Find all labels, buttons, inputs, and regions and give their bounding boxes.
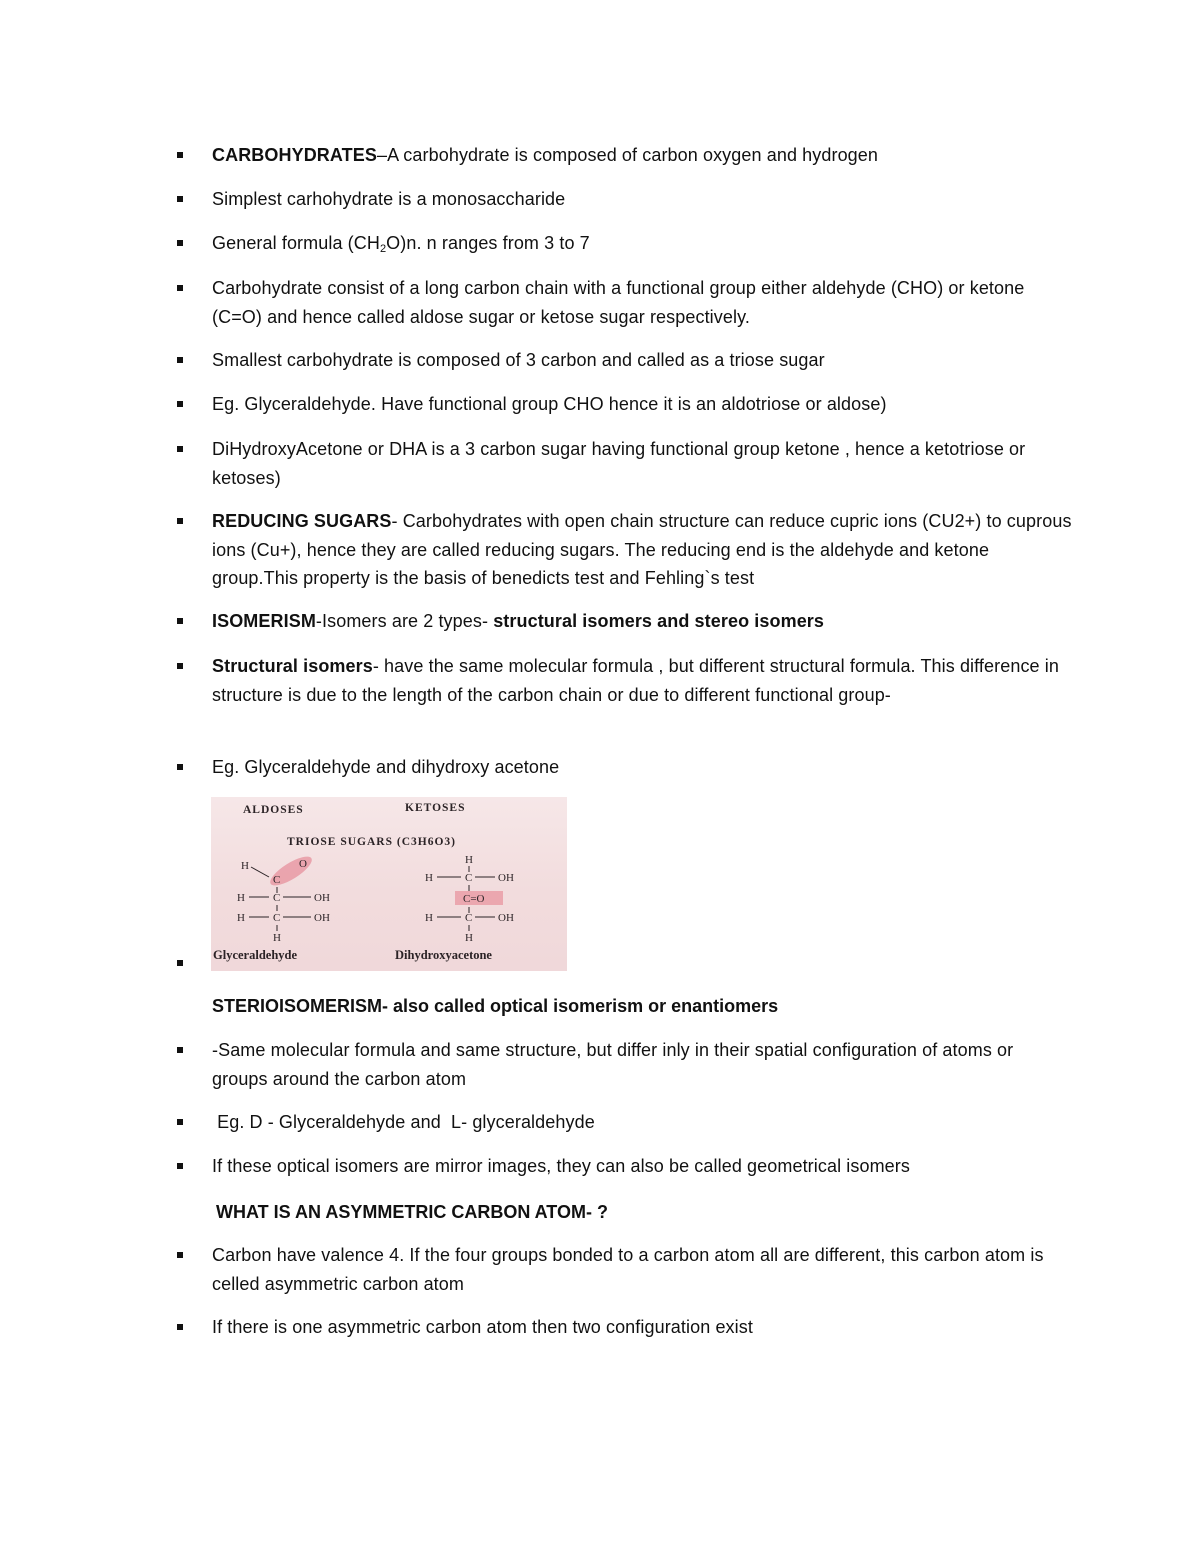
list-item-same-formula	[212, 1036, 1072, 1093]
item-text: Carbon have valence 4. If the four groups bonded to a carbon atom all are different, this carbon atom is celled asymmetric carbon atom	[212, 1245, 1044, 1294]
list-item-smallest	[212, 346, 1072, 375]
item-text: Carbohydrate consist of a long carbon chain with a functional group either aldehyde (CHO) or ketone (C=O) and hence called aldose sugar or ketose sugar respectively.	[212, 278, 1025, 327]
atom-o: O	[299, 858, 307, 870]
ketoses-header: KETOSES	[405, 802, 466, 814]
bullet-marker	[177, 663, 183, 669]
item-text: Smallest carbohydrate is composed of 3 carbon and called as a triose sugar	[212, 350, 825, 370]
list-item-valence	[212, 1241, 1072, 1298]
list-item-two-configurations	[212, 1313, 1072, 1342]
list-item-simplest	[212, 185, 1072, 214]
heading-sterioisomerism: STERIOISOMERISM- also called optical isomerism or enantiomers	[212, 996, 779, 1016]
list-item-dha	[212, 435, 1072, 492]
bullet-marker	[177, 518, 183, 524]
bullet-marker	[177, 1324, 183, 1330]
bullet-marker	[177, 401, 183, 407]
item-text: Eg. Glyceraldehyde. Have functional group CHO hence it is an aldotriose or aldose)	[212, 394, 887, 414]
item-text: -Same molecular formula and same structure, but differ inly in their spatial configuration of atoms or groups around the carbon atom	[212, 1040, 1014, 1089]
item-text: Eg. Glyceraldehyde and dihydroxy acetone	[212, 757, 560, 777]
item-text: - have the same molecular formula , but different structural formula. This difference in structure is due to the length of the carbon chain or due to different functional group-	[212, 656, 1059, 705]
item-text: DiHydroxyAcetone or DHA is a 3 carbon sugar having functional group ketone , hence a ketotriose or ketoses)	[212, 439, 1026, 488]
bullet-marker	[177, 618, 183, 624]
formula-post: O)n. n ranges from 3 to 7	[386, 233, 590, 253]
atom-h: H	[237, 912, 245, 924]
ketone-group: C=O	[463, 893, 485, 905]
atom-h: H	[425, 912, 433, 924]
atom-h: H	[425, 872, 433, 884]
atom-h: H	[237, 892, 245, 904]
bullet-marker	[177, 960, 183, 966]
bullet-marker	[177, 357, 183, 363]
list-item-example-isomers	[212, 753, 1072, 782]
triose-structures-svg	[211, 797, 567, 971]
atom-c: C	[273, 892, 281, 904]
bullet-marker	[177, 764, 183, 770]
group-oh: OH	[498, 912, 514, 924]
group-oh: OH	[314, 892, 330, 904]
item-text: Eg. D - Glyceraldehyde and L- glyceraldehyde	[212, 1112, 595, 1132]
formula-pre: General formula (CH	[212, 233, 380, 253]
item-text: –A carbohydrate is composed of carbon oxygen and hydrogen	[376, 145, 879, 165]
atom-c: C	[273, 912, 281, 924]
aldoses-header: ALDOSES	[243, 804, 304, 816]
atom-c: C	[465, 912, 473, 924]
dihydroxyacetone-structure	[425, 854, 514, 944]
list-item-carbon-chain	[212, 274, 1072, 331]
atom-h: H	[465, 932, 473, 944]
term-isomerism: ISOMERISM	[212, 611, 316, 631]
bullet-marker	[177, 1047, 183, 1053]
group-oh: OH	[498, 872, 514, 884]
atom-h: H	[465, 854, 473, 866]
list-item-carbohydrates	[212, 141, 1072, 170]
triose-caption: TRIOSE SUGARS (C3H6O3)	[287, 836, 456, 848]
item-text: Simplest carhohydrate is a monosaccharide	[212, 189, 566, 209]
item-text: If there is one asymmetric carbon atom then two configuration exist	[212, 1317, 753, 1337]
atom-c: C	[465, 872, 473, 884]
bullet-marker	[177, 446, 183, 452]
list-item-glyceraldehyde	[212, 390, 1072, 419]
term-reducing-sugars: REDUCING SUGARS	[212, 511, 392, 531]
list-item-reducing-sugars	[212, 507, 1072, 593]
glyceraldehyde-structure	[237, 851, 330, 944]
atom-h: H	[241, 860, 249, 872]
list-item-mirror-images	[212, 1152, 1072, 1181]
bullet-marker	[177, 1252, 183, 1258]
item-text: -Isomers are 2 types-	[315, 611, 494, 631]
list-item-general-formula	[212, 229, 1072, 258]
bullet-marker	[177, 240, 183, 246]
dihydroxyacetone-label: Dihydroxyacetone	[395, 948, 492, 962]
bullet-marker	[177, 196, 183, 202]
term-carbohydrates: CARBOHYDRATES	[212, 145, 377, 165]
formula-subscript: 2	[379, 243, 387, 255]
bullet-marker	[177, 1163, 183, 1169]
bullet-marker	[177, 285, 183, 291]
bullet-marker	[177, 1119, 183, 1125]
term-isomer-types: structural isomers and stereo isomers	[493, 611, 825, 631]
item-text: If these optical isomers are mirror images, they can also be called geometrical isomers	[212, 1156, 910, 1176]
glyceraldehyde-label: Glyceraldehyde	[213, 948, 298, 962]
group-oh: OH	[314, 912, 330, 924]
item-text: - Carbohydrates with open chain structure can reduce cupric ions (CU2+) to cuprous ions (Cu+), hence they are called reducing sugars. The reducing end is the aldehyde and ketone group.This property is the basis of benedicts test and Fehling`s test	[212, 511, 1072, 588]
term-structural-isomers: Structural isomers	[212, 656, 373, 676]
list-item-structural-isomers	[212, 652, 1072, 709]
bullet-marker	[177, 152, 183, 158]
atom-c: C	[273, 874, 281, 886]
heading-asymmetric-carbon: WHAT IS AN ASYMMETRIC CARBON ATOM- ?	[216, 1202, 608, 1222]
triose-structures-image	[211, 797, 567, 971]
list-item-isomerism	[212, 607, 1072, 636]
atom-h: H	[273, 932, 281, 944]
list-item-d-l-glyceraldehyde	[212, 1108, 1072, 1137]
